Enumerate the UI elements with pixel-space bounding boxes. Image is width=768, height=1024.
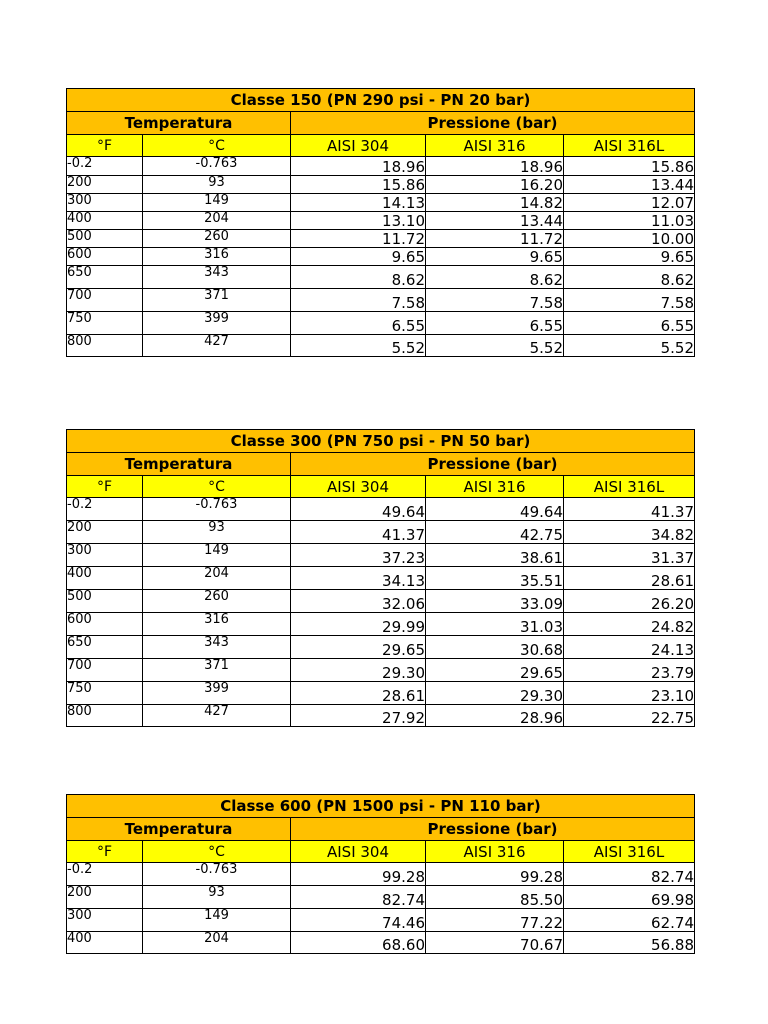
temp-f-cell: 650 xyxy=(67,266,143,289)
group-header-row xyxy=(67,818,695,841)
table-row xyxy=(67,176,695,194)
pressure-value-cell: 24.82 xyxy=(564,613,695,636)
pressure-value-cell: 99.28 xyxy=(426,863,564,886)
temp-f-cell: 700 xyxy=(67,659,143,682)
table-row xyxy=(67,335,695,357)
temp-f-cell: 200 xyxy=(67,176,143,194)
temp-f-cell: 750 xyxy=(67,682,143,705)
pressure-value-cell: 5.52 xyxy=(291,335,426,357)
pressure-value-cell: 32.06 xyxy=(291,590,426,613)
table-row xyxy=(67,312,695,335)
pressure-value-cell: 62.74 xyxy=(564,909,695,932)
table-title: Classe 300 (PN 750 psi - PN 50 bar) xyxy=(67,430,695,453)
pressure-value-cell: 11.72 xyxy=(426,230,564,248)
material-header: AISI 316L xyxy=(564,476,695,498)
temperature-header: Temperatura xyxy=(67,112,291,135)
temp-f-cell: 600 xyxy=(67,613,143,636)
temp-c-cell: 371 xyxy=(143,289,291,312)
table-row xyxy=(67,230,695,248)
pressure-value-cell: 29.30 xyxy=(291,659,426,682)
table-row xyxy=(67,590,695,613)
pressure-value-cell: 74.46 xyxy=(291,909,426,932)
column-header-row xyxy=(67,476,695,498)
pressure-value-cell: 68.60 xyxy=(291,932,426,954)
temp-f-cell: -0.2 xyxy=(67,157,143,176)
pressure-value-cell: 31.03 xyxy=(426,613,564,636)
material-header: AISI 316 xyxy=(426,476,564,498)
pressure-header: Pressione (bar) xyxy=(291,818,695,841)
pressure-value-cell: 18.96 xyxy=(426,157,564,176)
table-row xyxy=(67,886,695,909)
temp-c-cell: -0.763 xyxy=(143,498,291,521)
pressure-header: Pressione (bar) xyxy=(291,112,695,135)
temp-c-cell: 149 xyxy=(143,194,291,212)
material-header: AISI 304 xyxy=(291,476,426,498)
pressure-value-cell: 16.20 xyxy=(426,176,564,194)
temp-f-cell: 300 xyxy=(67,194,143,212)
material-header: AISI 316L xyxy=(564,135,695,157)
pressure-value-cell: 49.64 xyxy=(426,498,564,521)
temp-c-cell: 427 xyxy=(143,335,291,357)
temp-c-cell: 371 xyxy=(143,659,291,682)
table-row xyxy=(67,544,695,567)
temp-f-cell: 200 xyxy=(67,886,143,909)
temp-f-cell: 300 xyxy=(67,544,143,567)
pressure-value-cell: 56.88 xyxy=(564,932,695,954)
temp-c-cell: 427 xyxy=(143,705,291,727)
pressure-value-cell: 28.61 xyxy=(291,682,426,705)
temp-f-cell: 300 xyxy=(67,909,143,932)
table-row xyxy=(67,659,695,682)
temp-c-cell: 204 xyxy=(143,567,291,590)
pressure-value-cell: 15.86 xyxy=(291,176,426,194)
temperature-header: Temperatura xyxy=(67,818,291,841)
pressure-value-cell: 77.22 xyxy=(426,909,564,932)
material-header: AISI 304 xyxy=(291,135,426,157)
table-title: Classe 150 (PN 290 psi - PN 20 bar) xyxy=(67,89,695,112)
pressure-value-cell: 38.61 xyxy=(426,544,564,567)
temp-c-cell: 316 xyxy=(143,248,291,266)
pressure-value-cell: 11.72 xyxy=(291,230,426,248)
pressure-value-cell: 23.79 xyxy=(564,659,695,682)
temp-c-cell: 343 xyxy=(143,266,291,289)
temp-c-cell: 149 xyxy=(143,909,291,932)
material-header: AISI 316 xyxy=(426,841,564,863)
pressure-value-cell: 28.61 xyxy=(564,567,695,590)
pressure-value-cell: 29.65 xyxy=(291,636,426,659)
group-header-row xyxy=(67,453,695,476)
pressure-value-cell: 49.64 xyxy=(291,498,426,521)
pressure-value-cell: 85.50 xyxy=(426,886,564,909)
table-row xyxy=(67,266,695,289)
pressure-value-cell: 69.98 xyxy=(564,886,695,909)
pressure-value-cell: 7.58 xyxy=(291,289,426,312)
temp-c-cell: 204 xyxy=(143,212,291,230)
table-row xyxy=(67,932,695,954)
pressure-value-cell: 8.62 xyxy=(426,266,564,289)
table-row xyxy=(67,636,695,659)
pressure-value-cell: 13.44 xyxy=(426,212,564,230)
table-row xyxy=(67,521,695,544)
temp-f-cell: 750 xyxy=(67,312,143,335)
temp-c-cell: 316 xyxy=(143,613,291,636)
material-header: AISI 304 xyxy=(291,841,426,863)
pressure-value-cell: 14.13 xyxy=(291,194,426,212)
material-header: AISI 316 xyxy=(426,135,564,157)
column-header-row xyxy=(67,135,695,157)
pressure-value-cell: 6.55 xyxy=(291,312,426,335)
pressure-value-cell: 99.28 xyxy=(291,863,426,886)
pressure-table-1 xyxy=(66,88,695,357)
temp-f-cell: 200 xyxy=(67,521,143,544)
pressure-value-cell: 7.58 xyxy=(564,289,695,312)
pressure-header: Pressione (bar) xyxy=(291,453,695,476)
pressure-value-cell: 26.20 xyxy=(564,590,695,613)
pressure-value-cell: 29.65 xyxy=(426,659,564,682)
pressure-value-cell: 6.55 xyxy=(426,312,564,335)
fahrenheit-header: °F xyxy=(67,135,143,157)
pressure-value-cell: 30.68 xyxy=(426,636,564,659)
temp-f-cell: 600 xyxy=(67,248,143,266)
temp-c-cell: 149 xyxy=(143,544,291,567)
pressure-value-cell: 41.37 xyxy=(564,498,695,521)
pressure-value-cell: 5.52 xyxy=(426,335,564,357)
table-row xyxy=(67,498,695,521)
pressure-value-cell: 13.10 xyxy=(291,212,426,230)
pressure-value-cell: 28.96 xyxy=(426,705,564,727)
table-row xyxy=(67,289,695,312)
pressure-value-cell: 13.44 xyxy=(564,176,695,194)
pressure-value-cell: 11.03 xyxy=(564,212,695,230)
pressure-value-cell: 41.37 xyxy=(291,521,426,544)
table-title-row xyxy=(67,795,695,818)
pressure-table-2 xyxy=(66,429,695,727)
table-title-row xyxy=(67,89,695,112)
celsius-header: °C xyxy=(143,841,291,863)
pressure-value-cell: 5.52 xyxy=(564,335,695,357)
temp-c-cell: 93 xyxy=(143,176,291,194)
temp-c-cell: 399 xyxy=(143,682,291,705)
fahrenheit-header: °F xyxy=(67,476,143,498)
pressure-value-cell: 29.99 xyxy=(291,613,426,636)
table-row xyxy=(67,157,695,176)
table-row xyxy=(67,909,695,932)
table-row xyxy=(67,705,695,727)
celsius-header: °C xyxy=(143,476,291,498)
pressure-value-cell: 82.74 xyxy=(291,886,426,909)
pressure-value-cell: 27.92 xyxy=(291,705,426,727)
temp-c-cell: -0.763 xyxy=(143,863,291,886)
fahrenheit-header: °F xyxy=(67,841,143,863)
temp-c-cell: 204 xyxy=(143,932,291,954)
celsius-header: °C xyxy=(143,135,291,157)
pressure-value-cell: 33.09 xyxy=(426,590,564,613)
table-title: Classe 600 (PN 1500 psi - PN 110 bar) xyxy=(67,795,695,818)
table-row xyxy=(67,613,695,636)
pressure-value-cell: 7.58 xyxy=(426,289,564,312)
temp-c-cell: 93 xyxy=(143,521,291,544)
pressure-value-cell: 23.10 xyxy=(564,682,695,705)
temp-f-cell: 500 xyxy=(67,230,143,248)
pressure-table-3 xyxy=(66,794,695,954)
pressure-value-cell: 29.30 xyxy=(426,682,564,705)
temp-f-cell: 800 xyxy=(67,335,143,357)
temp-f-cell: -0.2 xyxy=(67,863,143,886)
pressure-value-cell: 9.65 xyxy=(426,248,564,266)
temp-c-cell: 260 xyxy=(143,230,291,248)
temp-f-cell: 400 xyxy=(67,212,143,230)
table-row xyxy=(67,682,695,705)
pressure-value-cell: 34.82 xyxy=(564,521,695,544)
pressure-value-cell: 18.96 xyxy=(291,157,426,176)
pressure-value-cell: 8.62 xyxy=(564,266,695,289)
temp-f-cell: -0.2 xyxy=(67,498,143,521)
pressure-value-cell: 8.62 xyxy=(291,266,426,289)
pressure-value-cell: 82.74 xyxy=(564,863,695,886)
temp-f-cell: 700 xyxy=(67,289,143,312)
pressure-value-cell: 14.82 xyxy=(426,194,564,212)
pressure-value-cell: 37.23 xyxy=(291,544,426,567)
pressure-value-cell: 12.07 xyxy=(564,194,695,212)
temp-f-cell: 400 xyxy=(67,932,143,954)
table-row xyxy=(67,863,695,886)
pressure-value-cell: 35.51 xyxy=(426,567,564,590)
pressure-value-cell: 22.75 xyxy=(564,705,695,727)
material-header: AISI 316L xyxy=(564,841,695,863)
temp-c-cell: -0.763 xyxy=(143,157,291,176)
group-header-row xyxy=(67,112,695,135)
temp-f-cell: 650 xyxy=(67,636,143,659)
pressure-value-cell: 15.86 xyxy=(564,157,695,176)
temp-f-cell: 400 xyxy=(67,567,143,590)
pressure-value-cell: 31.37 xyxy=(564,544,695,567)
table-row xyxy=(67,194,695,212)
pressure-value-cell: 10.00 xyxy=(564,230,695,248)
temp-c-cell: 93 xyxy=(143,886,291,909)
temp-f-cell: 500 xyxy=(67,590,143,613)
temp-f-cell: 800 xyxy=(67,705,143,727)
table-title-row xyxy=(67,430,695,453)
pressure-value-cell: 42.75 xyxy=(426,521,564,544)
table-row xyxy=(67,248,695,266)
table-row xyxy=(67,567,695,590)
pressure-value-cell: 70.67 xyxy=(426,932,564,954)
pressure-value-cell: 34.13 xyxy=(291,567,426,590)
temp-c-cell: 260 xyxy=(143,590,291,613)
pressure-value-cell: 6.55 xyxy=(564,312,695,335)
pressure-value-cell: 9.65 xyxy=(291,248,426,266)
column-header-row xyxy=(67,841,695,863)
temp-c-cell: 399 xyxy=(143,312,291,335)
temperature-header: Temperatura xyxy=(67,453,291,476)
pressure-value-cell: 24.13 xyxy=(564,636,695,659)
temp-c-cell: 343 xyxy=(143,636,291,659)
pressure-value-cell: 9.65 xyxy=(564,248,695,266)
table-row xyxy=(67,212,695,230)
